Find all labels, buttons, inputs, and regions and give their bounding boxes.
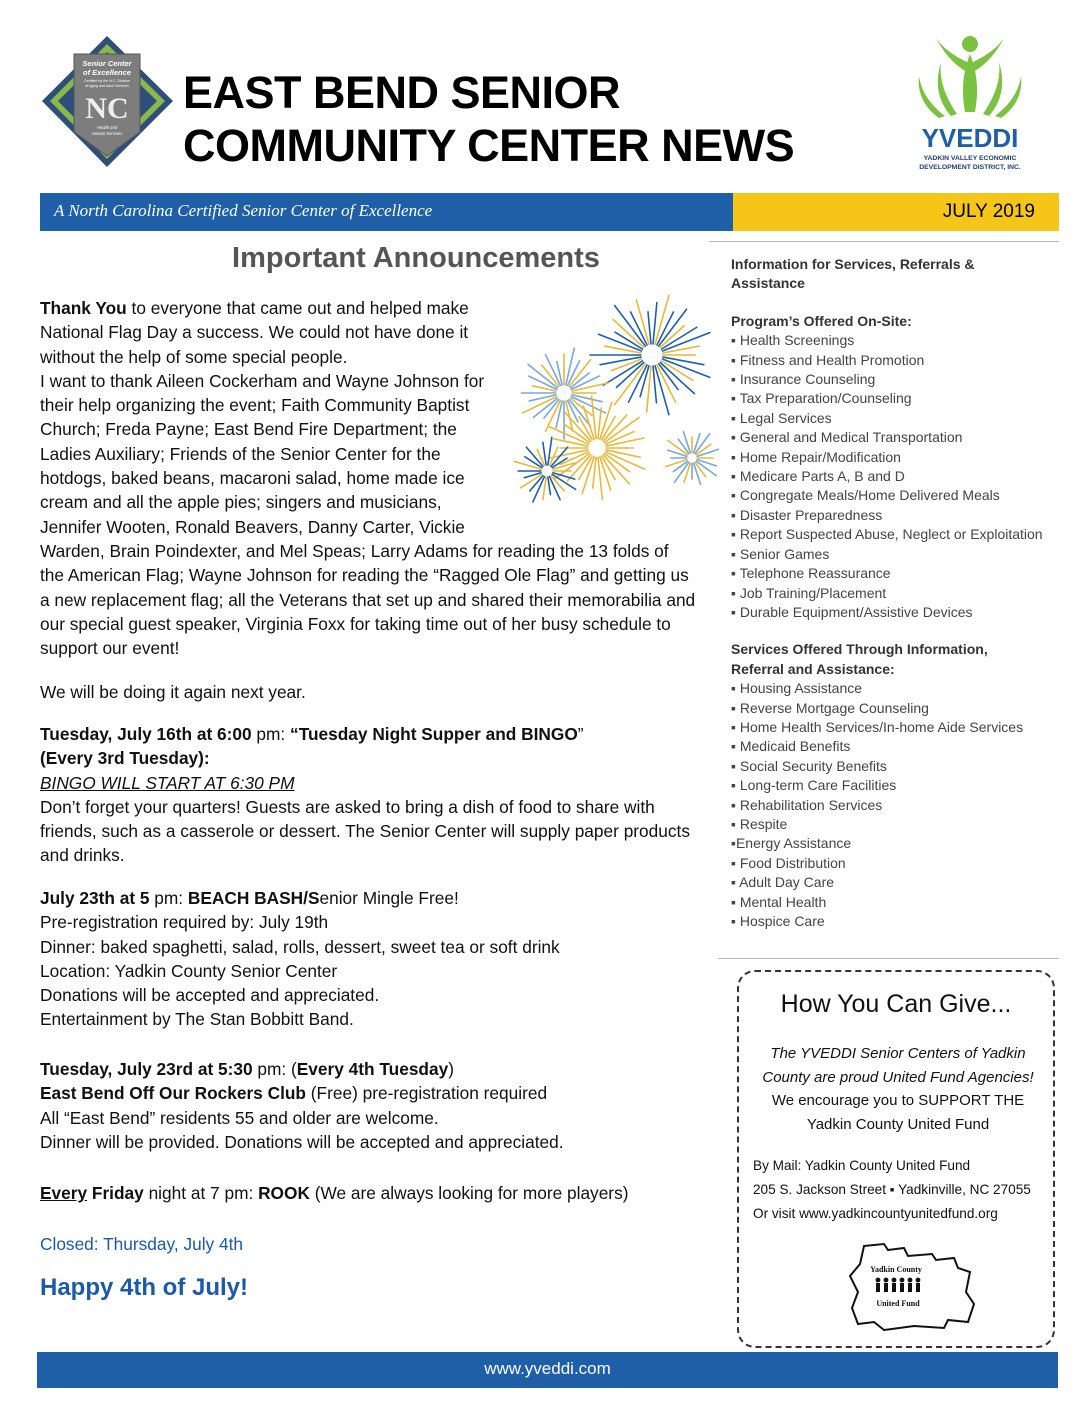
give-italic2: County are proud United Fund Agencies!	[762, 1068, 1034, 1086]
referral-item: ▪Energy Assistance	[731, 835, 852, 852]
onsite-item: ▪ General and Medical Transportation	[731, 429, 963, 446]
onsite-item: ▪ Report Suspected Abuse, Neglect or Exploitation	[731, 526, 1043, 543]
onsite-item: ▪ Health Screenings	[731, 332, 855, 349]
beach-line: Dinner: baked spaghetti, salad, rolls, dessert, sweet tea or soft drink	[40, 936, 560, 957]
paragraph-line: Church; Freda Payne; East Bend Fire Department; the	[40, 419, 457, 440]
thank-you-paragraph	[40, 296, 720, 660]
bingo-body2: friends, such as a casserole or dessert. The Senior Center will supply paper products	[40, 821, 690, 842]
uf-text2: United Fund	[876, 1299, 920, 1308]
info-heading-2: Assistance	[731, 275, 805, 292]
rockers-section	[40, 1057, 720, 1154]
paragraph-line: a new replacement flag; all the Veterans that set up and shared their memorabilia and	[40, 589, 696, 610]
paragraph-line: cream and all the apple pies; singers and musicians,	[40, 492, 442, 513]
bingo-body3: and drinks.	[40, 845, 125, 866]
referral-heading-2: Referral and Assistance:	[731, 660, 895, 677]
referral-item: ▪ Housing Assistance	[731, 680, 863, 697]
closed-notice: Closed: Thursday, July 4th	[40, 1234, 243, 1254]
referral-item: ▪ Social Security Benefits	[731, 757, 887, 774]
footer-url[interactable]: www.yveddi.com	[484, 1359, 611, 1378]
referral-item: ▪ Home Health Services/In-home Aide Services	[731, 718, 1024, 735]
onsite-heading: Program’s Offered On-Site:	[731, 312, 912, 329]
paragraph-line: Thank You to everyone that came out and helped make	[40, 298, 469, 318]
rockers-heading: Tuesday, July 23rd at 5:30 pm: (Every 4th Tuesday)	[40, 1059, 454, 1079]
newsletter-title	[183, 66, 883, 172]
beach-section	[40, 886, 720, 1032]
referral-item: ▪ Adult Day Care	[731, 874, 835, 891]
rook-line: Every Friday night at 7 pm: ROOK (We are always looking for more players)	[40, 1183, 629, 1203]
onsite-item: ▪ Medicare Parts A, B and D	[731, 468, 905, 485]
uf-text1: Yadkin County	[870, 1265, 922, 1274]
referral-item: ▪ Medicaid Benefits	[731, 738, 851, 755]
title-line2: COMMUNITY CENTER NEWS	[183, 120, 795, 171]
paragraph-line: hotdogs, baked beans, macaroni salad, home made ice	[40, 468, 465, 489]
banner-tagline: A North Carolina Certified Senior Center of Excellence	[54, 201, 433, 220]
mail-line3: Or visit www.yadkincountyunitedfund.org	[753, 1206, 998, 1221]
bingo-body1: Don’t forget your quarters! Guests are asked to bring a dish of food to share with	[40, 796, 655, 817]
paragraph-line: without the help of some special people.	[40, 346, 348, 367]
onsite-item: ▪ Senior Games	[731, 545, 830, 562]
issue-date: JULY 2019	[942, 201, 1035, 222]
badge-mark: NC	[85, 92, 129, 125]
united-fund-logo	[844, 1242, 979, 1334]
happy-fourth: Happy 4th of July!	[40, 1274, 249, 1301]
referral-heading: Services Offered Through Information,	[731, 641, 988, 658]
paragraph-line: support our event!	[40, 638, 180, 659]
rockers-line3: Dinner will be provided. Donations will be accepted and appreciated.	[40, 1131, 564, 1152]
give-line4: Yadkin County United Fund	[806, 1115, 990, 1133]
paragraph-line: their help organizing the event; Faith Community Baptist	[40, 395, 470, 416]
onsite-item: ▪ Fitness and Health Promotion	[731, 351, 925, 368]
paragraph-line: Jennifer Wooten, Ronald Beavers, Danny Carter, Vickie	[40, 516, 465, 537]
yveddi-sub2: DEVELOPMENT DISTRICT, INC.	[919, 164, 1021, 171]
badge-line2: of Excellence	[83, 68, 131, 77]
mail-line1: By Mail: Yadkin County United Fund	[753, 1158, 971, 1173]
referral-item: ▪ Mental Health	[731, 893, 827, 910]
onsite-item: ▪ Durable Equipment/Assistive Devices	[731, 603, 973, 620]
paragraph-line: Warden, Brain Poindexter, and Mel Speas; Larry Adams for reading the 13 folds of	[40, 540, 669, 561]
paragraph-line: our special guest speaker, Virginia Foxx for taking time out of her busy schedule to	[40, 613, 671, 634]
bingo-every: (Every 3rd Tuesday):	[40, 748, 210, 769]
badge-line5: Health and	[96, 125, 118, 130]
yveddi-logo	[895, 32, 1045, 182]
referral-item: ▪ Respite	[731, 815, 788, 832]
yveddi-name: YVEDDI	[921, 123, 1019, 153]
announcements-heading: Important Announcements	[232, 242, 600, 274]
beach-heading: July 23th at 5 pm: BEACH BASH/Senior Mingle Free!	[40, 888, 459, 908]
onsite-item: ▪ Tax Preparation/Counseling	[731, 390, 912, 407]
senior-center-excellence-badge	[40, 34, 175, 169]
give-line3: We encourage you to SUPPORT THE	[771, 1092, 1025, 1109]
onsite-item: ▪ Disaster Preparedness	[731, 506, 883, 523]
badge-line6: Human Services	[91, 131, 123, 136]
onsite-item: ▪ Congregate Meals/Home Delivered Meals	[731, 487, 1000, 504]
divider	[718, 958, 1059, 959]
paragraph-line: Ladies Auxiliary; Friends of the Senior Center for the	[40, 443, 441, 464]
yveddi-sub1: YADKIN VALLEY ECONOMIC	[923, 155, 1017, 162]
paragraph-line: the American Flag; Wayne Johnson for reading the “Ragged Ole Flag” and getting us	[40, 565, 689, 586]
mail-line2: 205 S. Jackson Street ▪ Yadkinville, NC 27055	[753, 1182, 1031, 1197]
onsite-item: ▪ Telephone Reassurance	[731, 565, 891, 582]
bingo-section	[40, 722, 720, 868]
services-sidebar	[731, 255, 1061, 931]
rockers-club: East Bend Off Our Rockers Club (Free) pre-registration required	[40, 1083, 548, 1104]
referral-item: ▪ Long-term Care Facilities	[731, 777, 897, 794]
give-body	[753, 1042, 1043, 1136]
onsite-item: ▪ Insurance Counseling	[731, 371, 876, 388]
referral-item: ▪ Reverse Mortgage Counseling	[731, 699, 929, 716]
title-line1: EAST BEND SENIOR	[183, 67, 621, 118]
badge-line3: Certified by the N.C. Division	[84, 79, 130, 83]
onsite-item: ▪ Legal Services	[731, 409, 832, 426]
paragraph-line: I want to thank Aileen Cockerham and Wayne Johnson for	[40, 370, 485, 391]
beach-line: Pre-registration required by: July 19th	[40, 912, 329, 933]
again-next-year: We will be doing it again next year.	[40, 682, 306, 702]
info-heading: Information for Services, Referrals &	[731, 256, 975, 272]
badge-line1: Senior Center	[82, 59, 132, 68]
onsite-item: ▪ Home Repair/Modification	[731, 448, 901, 465]
paragraph-line: National Flag Day a success. We could not have done it	[40, 322, 469, 343]
bingo-start: BINGO WILL START AT 6:30 PM	[40, 772, 295, 793]
bingo-heading: Tuesday, July 16th at 6:00 pm: “Tuesday Night Supper and BINGO”	[40, 724, 584, 744]
give-mail	[753, 1154, 1053, 1226]
badge-line4: of Aging and Adult Services	[85, 84, 129, 88]
onsite-item: ▪ Job Training/Placement	[731, 584, 887, 601]
referral-item: ▪ Food Distribution	[731, 854, 846, 871]
beach-line: Location: Yadkin County Senior Center	[40, 960, 338, 981]
give-title: How You Can Give...	[780, 990, 1012, 1018]
onsite-list	[731, 331, 1061, 622]
beach-line: Entertainment by The Stan Bobbitt Band.	[40, 1009, 354, 1030]
rockers-line2: All “East Bend” residents 55 and older are welcome.	[40, 1107, 439, 1128]
beach-line: Donations will be accepted and appreciated.	[40, 985, 380, 1006]
referral-item: ▪ Rehabilitation Services	[731, 796, 883, 813]
referral-item: ▪ Hospice Care	[731, 913, 825, 929]
referral-list	[731, 679, 1061, 931]
give-italic1: The YVEDDI Senior Centers of Yadkin	[770, 1045, 1026, 1062]
